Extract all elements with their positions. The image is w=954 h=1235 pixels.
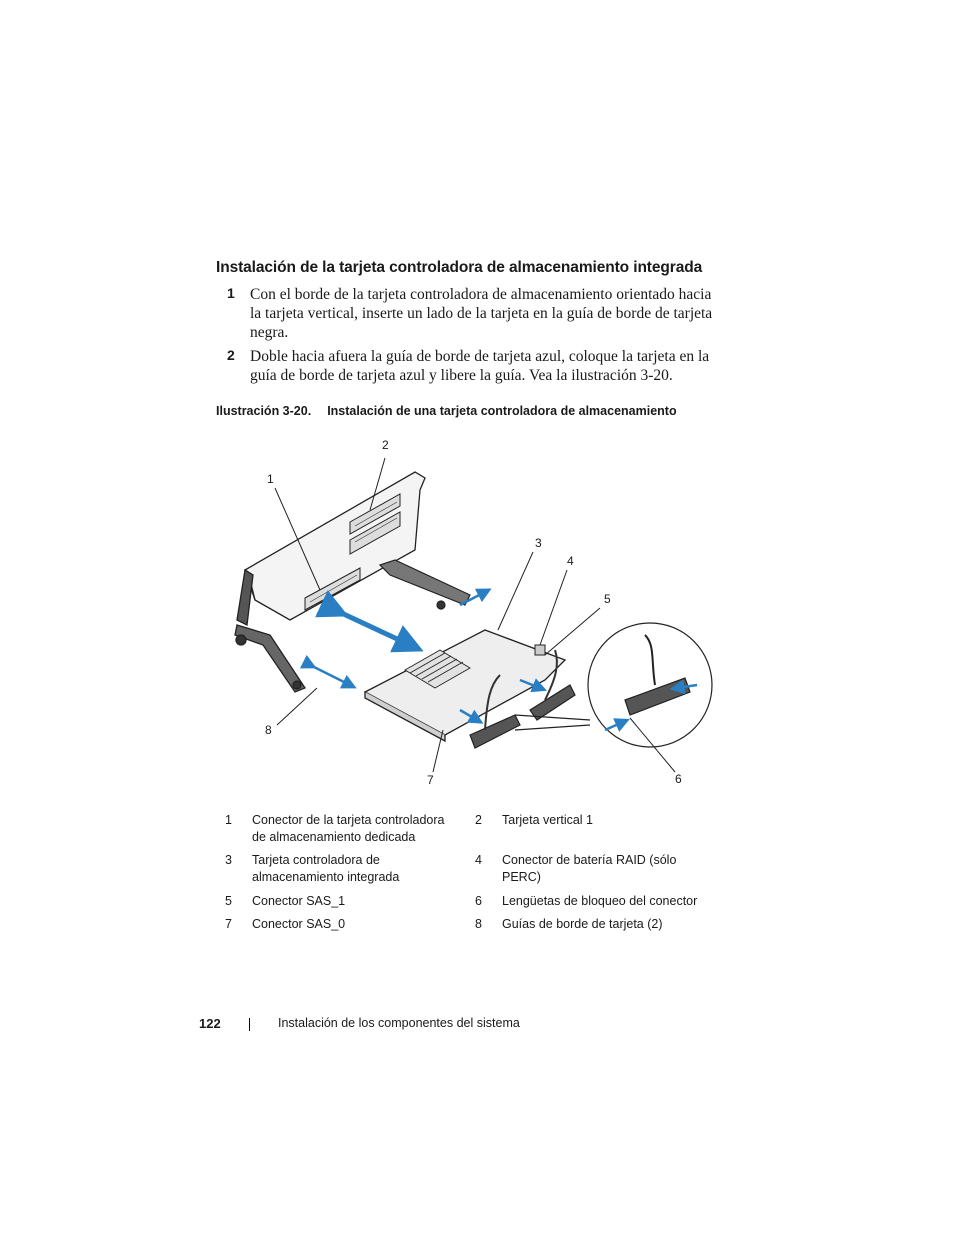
legend-description: Guías de borde de tarjeta (2) bbox=[502, 917, 663, 931]
figure-caption-title: Instalación de una tarjeta controladora de almacenamiento bbox=[327, 404, 677, 418]
step-text: Con el borde de la tarjeta controladora de almacenamiento orientado hacia la tarjeta vertical, inserte un lado de la tarjeta en la guía de borde de tarjeta negra. bbox=[250, 286, 713, 341]
callout-2: 2 bbox=[382, 438, 389, 452]
page-number: 122 bbox=[199, 1016, 221, 1031]
callout-7: 7 bbox=[427, 773, 434, 787]
legend-row bbox=[216, 812, 736, 846]
zoom-detail bbox=[515, 623, 712, 747]
step-text: Doble hacia afuera la guía de borde de tarjeta azul, coloque la tarjeta en la guía de borde de tarjeta azul y libere la guía. Vea la ilustración 3-20. bbox=[250, 348, 710, 384]
storage-controller-illustration bbox=[215, 430, 715, 800]
callout-4: 4 bbox=[567, 554, 574, 568]
step-2 bbox=[216, 347, 736, 385]
section-heading: Instalación de la tarjeta controladora de almacenamiento integrada bbox=[216, 259, 703, 276]
legend-number: 6 bbox=[475, 894, 482, 908]
legend-row bbox=[216, 916, 736, 933]
step-1 bbox=[216, 285, 736, 342]
legend-description: Lengüetas de bloqueo del conector bbox=[502, 894, 698, 908]
legend-description: Conector de la tarjeta controladora de almacenamiento dedicada bbox=[252, 813, 445, 844]
legend-number: 5 bbox=[225, 894, 232, 908]
legend-description: Conector de batería RAID (sólo PERC) bbox=[502, 853, 677, 884]
sas-connector-0 bbox=[470, 715, 520, 748]
figure-caption bbox=[216, 404, 677, 418]
legend-number: 3 bbox=[225, 853, 232, 867]
card-edge-guide-blue bbox=[380, 560, 470, 609]
raid-battery-connector bbox=[535, 645, 545, 655]
callout-3: 3 bbox=[535, 536, 542, 550]
legend-description: Tarjeta vertical 1 bbox=[502, 813, 594, 827]
legend-number: 4 bbox=[475, 853, 482, 867]
figure-caption-label: Ilustración 3-20. bbox=[216, 404, 312, 418]
step-number: 1 bbox=[227, 285, 235, 301]
footer-section-title: Instalación de los componentes del sistema bbox=[278, 1016, 520, 1030]
callout-1: 1 bbox=[267, 472, 274, 486]
legend-number: 7 bbox=[225, 917, 232, 931]
step-number: 2 bbox=[227, 347, 235, 363]
legend-number: 8 bbox=[475, 917, 482, 931]
legend-number: 2 bbox=[475, 813, 482, 827]
sas-connector-1 bbox=[530, 685, 575, 720]
legend-row bbox=[216, 893, 736, 910]
legend-description: Conector SAS_1 bbox=[252, 894, 346, 908]
callout-6: 6 bbox=[675, 772, 682, 786]
callout-5: 5 bbox=[604, 592, 611, 606]
callout-8: 8 bbox=[265, 723, 272, 737]
legend-row bbox=[216, 852, 736, 886]
legend-number: 1 bbox=[225, 813, 232, 827]
legend-description: Tarjeta controladora de almacenamiento integrada bbox=[252, 853, 400, 884]
figure-legend bbox=[216, 812, 736, 933]
legend-description: Conector SAS_0 bbox=[252, 917, 346, 931]
riser-card bbox=[245, 472, 425, 620]
direction-arrows bbox=[335, 610, 410, 645]
footer-divider bbox=[249, 1018, 250, 1031]
